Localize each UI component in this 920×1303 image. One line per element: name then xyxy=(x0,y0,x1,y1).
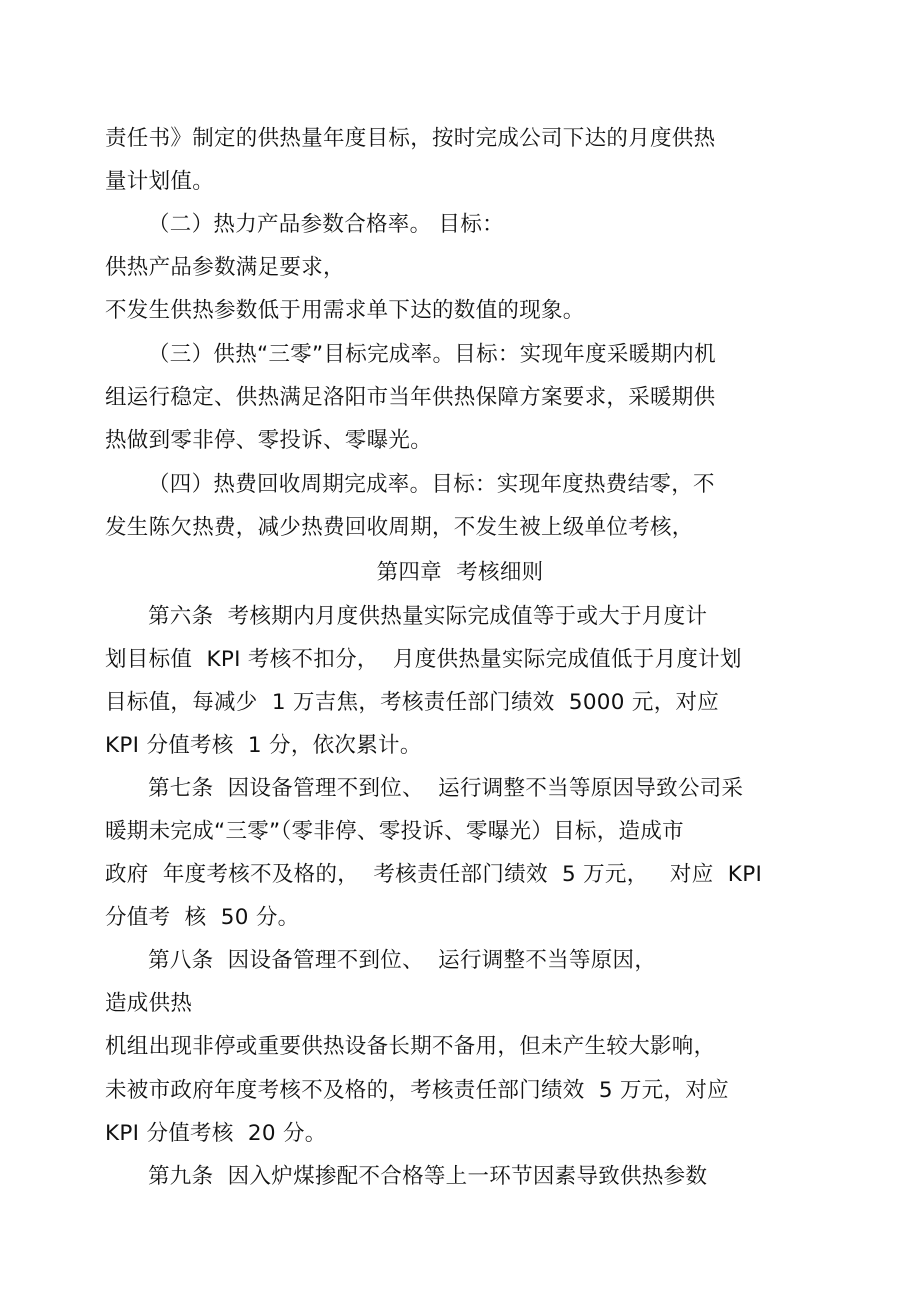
text-line: KPI 分值考核 20 分。 xyxy=(105,1121,327,1146)
text-line: 不发生供热参数低于用需求单下达的数值的现象。 xyxy=(105,298,585,323)
section-heading-2: （二）热力产品参数合格率。 目标： xyxy=(148,212,504,237)
article-6: 第六条 考核期内月度供热量实际完成值等于或大于月度计 xyxy=(148,604,708,629)
article-7: 第七条 因设备管理不到位、 运行调整不当等原因导致公司采 xyxy=(148,776,744,801)
text-line: 未被市政府年度考核不及格的，考核责任部门绩效 5 万元，对应 xyxy=(105,1078,729,1103)
text-line: 目标值，每减少 1 万吉焦，考核责任部门绩效 5000 元，对应 xyxy=(105,690,720,715)
text-line: 机组出现非停或重要供热设备长期不备用，但未产生较大影响， xyxy=(105,1034,716,1059)
text-line: 分值考 核 50 分。 xyxy=(105,905,300,930)
text-line: 热做到零非停、零投诉、零曝光。 xyxy=(105,428,433,453)
text-line: 组运行稳定、供热满足洛阳市当年供热保障方案要求，采暖期供 xyxy=(105,385,716,410)
text-line: 政府 年度考核不及格的， 考核责任部门绩效 5 万元， 对应 KPI xyxy=(105,862,763,887)
text-line: KPI 分值考核 1 分，依次累计。 xyxy=(105,733,422,758)
section-heading-3: （三）供热“三零”目标完成率。目标：实现年度采暖期内机 xyxy=(148,342,716,367)
chapter-title: 第四章 考核细则 xyxy=(376,560,544,585)
text-line: 发生陈欠热费，减少热费回收周期，不发生被上级单位考核， xyxy=(105,515,694,540)
text-line: 造成供热 xyxy=(105,991,193,1016)
text-line: 暖期未完成“三零”（零非停、零投诉、零曝光）目标，造成市 xyxy=(105,819,684,844)
text-line: 划目标值 KPI 考核不扣分， 月度供热量实际完成值低于月度计划 xyxy=(105,647,742,672)
article-8: 第八条 因设备管理不到位、 运行调整不当等原因， xyxy=(148,948,657,973)
article-9: 第九条 因入炉煤掺配不合格等上一环节因素导致供热参数 xyxy=(148,1164,708,1189)
text-line: 量计划值。 xyxy=(105,169,215,194)
text-line: 供热产品参数满足要求， xyxy=(105,255,345,280)
text-line: 责任书》制定的供热量年度目标，按时完成公司下达的月度供热 xyxy=(105,126,716,151)
section-heading-4: （四）热费回收周期完成率。目标：实现年度热费结零，不 xyxy=(148,472,715,497)
